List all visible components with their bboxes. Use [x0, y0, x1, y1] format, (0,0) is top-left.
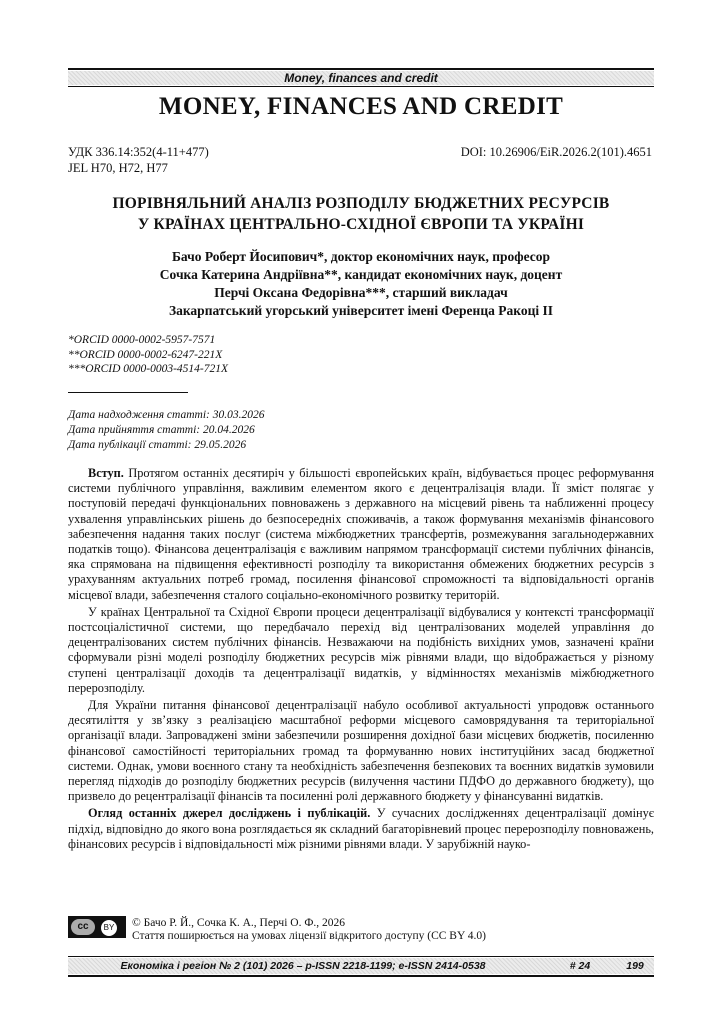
introduction-text: Протягом останніх десятиріч у більшості європейських країн, відбувається процес реформування системи публічного управління, важливим елементом якого є децентралізація влади. Її зміст полягає у поступовій передачі функціональних повноважень з державного на місцевий рівень та наближенні процесу ухвалення управлінських рішень до безпосередніх споживачів, а також формування механізмів фінансового забезпечення надання таких послуг (система міжбюджетних трансфертів, розмежування загальнодержавних податків тощо). Фінансова децентралізація є важливим напрямом трансформації системи публічних фінансів, яка спрямована на підвищення ефективності розподілу та використання обмежених бюджетних ресурсів з урахуванням актуальних потреб громад, посилення фінансової спроможності та відповідальності органів місцевої влади, забезпечення сталого соціально-економічного розвитку територій.: [68, 466, 654, 602]
header-bottom-rule: [68, 86, 654, 87]
running-header: [68, 68, 654, 86]
section-label: Money, finances and credit: [284, 71, 438, 85]
author-3: Перчі Оксана Федорівна***, старший викладач: [214, 285, 508, 300]
orcid-2[interactable]: **ORCID 0000-0002-6247-221X: [68, 348, 223, 361]
article-body: [68, 466, 654, 854]
udc-code: УДК 336.14:352(4-11+477): [68, 145, 209, 159]
author-1: Бачо Роберт Йосипович*, доктор економічних наук, професор: [171, 249, 551, 264]
article-dates: [68, 408, 264, 453]
date-received: Дата надходження статті: 30.03.2026: [68, 409, 265, 421]
section-title: MONEY, FINANCES AND CREDIT: [158, 93, 564, 120]
page-number: 199: [626, 960, 644, 972]
author-list: [68, 248, 654, 320]
author-2: Сочка Катерина Андріївна**, кандидат економічних наук, доцент: [159, 267, 563, 282]
footer-journal: Економіка і регіон № 2 (101) 2026 – p-ISSN 2218-1199; e-ISSN 2414-0538: [120, 960, 486, 972]
orcid-3[interactable]: ***ORCID 0000-0003-4514-721X: [68, 363, 229, 375]
license-text: [132, 917, 486, 942]
license-block: [68, 916, 654, 944]
paragraph-3: Для України питання фінансової децентралізації набуло особливої актуальності упродовж останнього десятиліття у зв’язку з реалізацією масштабної реформи місцевого самоврядування та територіальної організації влади. Запроваджені зміни забезпечили розширення дохідної бази місцевих бюджетів, посиленню фінансової самостійності територіальних громад та формуванню нових інституційних засад бюджетної системи. Однак, умови воєнного стану та необхідність забезпечення безпекових та воєнних видатків зумовили перегляд підходів до розподілу бюджетних ресурсів (вилучення частини ПДФО до державного бюджету), що призвело до рецентралізації фінансів та посиленні ролі державного бюджету у фінансуванні видатків.: [68, 698, 654, 804]
paragraph-introduction: [68, 466, 654, 603]
date-published: Дата публікації статті: 29.05.2026: [68, 439, 247, 451]
footer-issue: # 24: [569, 960, 591, 972]
affiliation: Закарпатський угорський університет імені Ференца Ракоці II: [168, 303, 553, 318]
article-title-line-2: У КРАЇНАХ ЦЕНТРАЛЬНО-СХІДНОЇ ЄВРОПИ ТА УКРАЇНІ: [137, 216, 585, 233]
running-footer: [68, 956, 654, 976]
header-top-rule: [68, 68, 654, 70]
by-icon: BY: [101, 920, 117, 936]
classification-codes: [68, 144, 209, 176]
cc-by-license-icon[interactable]: [68, 916, 126, 938]
orcid-1[interactable]: *ORCID 0000-0002-5957-7571: [68, 334, 216, 346]
paragraph-literature-review: [68, 806, 654, 852]
literature-review-text: У сучасних дослідженнях децентралізації домінує підхід, відповідно до якого вона розглядається як складний багаторівневий процес перерозподілу повноважень, фінансових ресурсів і відповідальності між різними рівнями влади. У зарубіжній науко-: [68, 806, 654, 851]
orcid-list: [68, 333, 228, 377]
cc-icon: cc: [71, 919, 95, 935]
copyright-line: © Бачо Р. Й., Сочка К. А., Перчі О. Ф., 2026: [132, 917, 346, 929]
article-title-line-1: ПОРІВНЯЛЬНИЙ АНАЛІЗ РОЗПОДІЛУ БЮДЖЕТНИХ РЕСУРСІВ: [112, 195, 610, 212]
divider: [68, 392, 188, 393]
paragraph-2: У країнах Центральної та Східної Європи процеси децентралізації відбувалися у контексті трансформації постсоціалістичної системи, що передбачало перехід від централізованих моделей управління до децентралізованих систем публічних фінансів. Незважаючи на подібність вихідних умов, зазначені країни сформували різні моделі розподілу бюджетних ресурсів між рівнями влади, що відображається у різному ступені централізації доходів та децентралізації видатків, у відмінностях механізмів міжбюджетного перерозподілу.: [68, 604, 654, 695]
date-accepted: Дата прийняття статті: 20.04.2026: [68, 424, 255, 436]
footer-top-rule: [68, 956, 654, 957]
doi-block: [461, 144, 652, 160]
doi[interactable]: DOI: 10.26906/EiR.2026.2(101).4651: [460, 145, 652, 159]
jel-code: JEL H70, H72, H77: [68, 161, 168, 175]
article-title: [68, 193, 654, 235]
footer-bottom-rule: [68, 975, 654, 977]
license-terms: Стаття поширюється на умовах ліцензії відкритого доступу (CC BY 4.0): [132, 929, 486, 942]
literature-review-heading: Огляд останніх джерел досліджень і публікацій.: [88, 806, 371, 821]
introduction-heading: Вступ.: [88, 466, 124, 480]
